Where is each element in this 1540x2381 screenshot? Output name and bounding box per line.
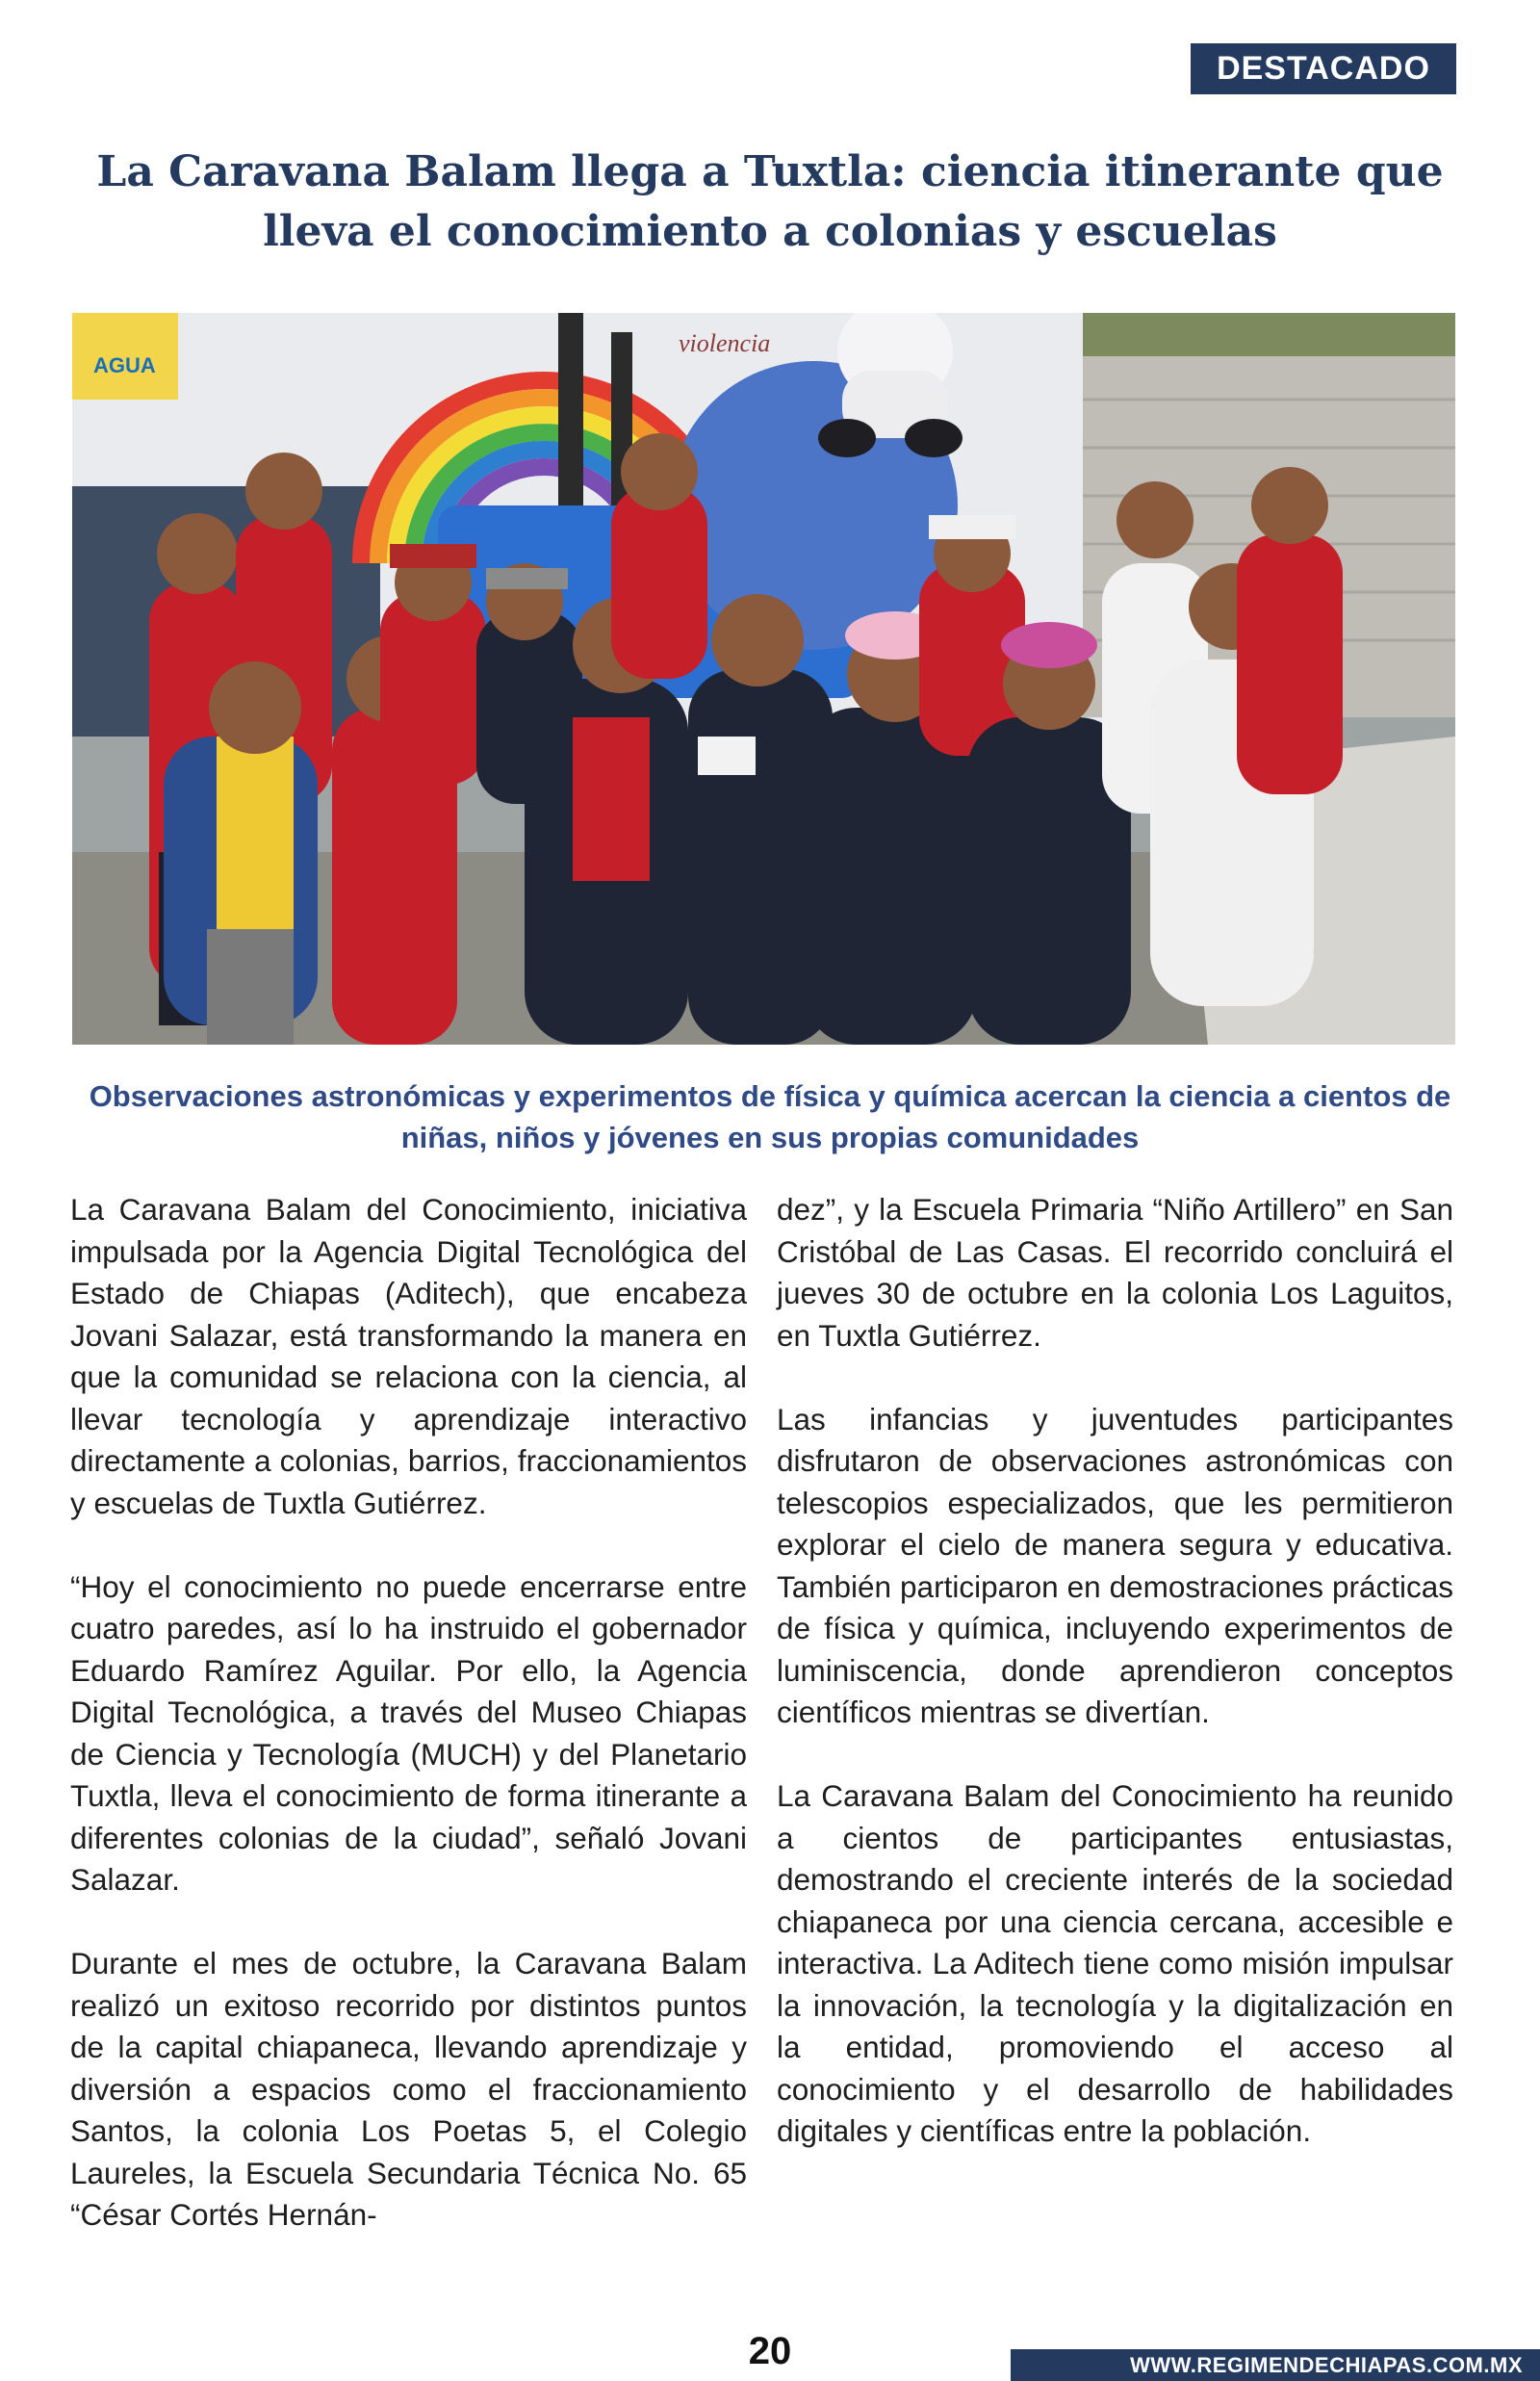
body-paragraph: dez”, y la Escuela Primaria “Niño Artillero” en San Cristóbal de Las Casas. El recorrido concluirá el jueves 30 de octubre en la colonia Los Laguitos, en Tuxtla Gutiérrez. [777,1192,1453,1353]
pipe [558,313,583,525]
article-column-left [70,1189,747,2278]
child [611,433,707,679]
mural-text: violencia [679,329,771,357]
astronaut-boot [818,419,876,457]
section-tag: DESTACADO [1191,43,1456,94]
article-column-right [777,1189,1453,2194]
body-paragraph: Durante el mes de octubre, la Caravana Balam realizó un exitoso recorrido por distintos puntos de la capital chiapaneca, llevando aprendizaje y diversión a espacios como el fraccionamiento Santos, la colonia Los Poetas 5, el Colegio Laureles, la Escuela Secundaria Técnica No. 65 “César Cortés Hernán- [70,1946,747,2232]
body-paragraph: La Caravana Balam del Conocimiento, iniciativa impulsada por la Agencia Digital Tecnológica del Estado de Chiapas (Aditech), que encabeza Jovani Salazar, está transformando la manera en que la comunidad se relaciona con la ciencia, al llevar tecnología y aprendizaje interactivo directamente a colonias, barrios, fraccionamientos y escuelas de Tuxtla Gutiérrez. [70,1192,747,1520]
group-photo-illustration [72,313,1455,1045]
body-paragraph: Las infancias y juventudes participantes disfrutaron de observaciones astronómicas con telescopios especializados, que les permitieron explorar el cielo de manera segura y educativa. También participaron en demostraciones prácticas de física y química, incluyendo experimentos de luminiscencia, donde aprendieron conceptos científicos mientras se divertían. [777,1401,1453,1729]
photo-caption-subheadline: Observaciones astronómicas y experimentos de física y química acercan la ciencia a cientos de niñas, niños y jóvenes en sus propias comunidades [89,1079,1451,1154]
article-photo [72,313,1455,1045]
trees [1083,313,1455,356]
body-paragraph: “Hoy el conocimiento no puede encerrarse entre cuatro paredes, así lo ha instruido el gobernador Eduardo Ramírez Aguilar. Por ello, la Agencia Digital Tecnológica, a través del Museo Chiapas de Ciencia y Tecnología (MUCH) y del Planetario Tuxtla, lleva el conocimiento de forma itinerante a diferentes colonias de la ciudad”, señaló Jovani Salazar. [70,1568,747,1897]
website-url[interactable]: WWW.REGIMENDECHIAPAS.COM.MX [1130,2352,1523,2377]
body-paragraph: La Caravana Balam del Conocimiento ha reunido a cientos de participantes entusiastas, demostrando el creciente interés de la sociedad chiapaneca por una ciencia cercana, accesible e interactiva. La Aditech tiene como misión impulsar la innovación, la tecnología y la digitalización en la entidad, promoviendo el acceso al conocimiento y el desarrollo de habilidades digitales y científicas entre la población. [777,1778,1453,2148]
child [380,544,486,785]
footer-website-bar [1011,2349,1540,2381]
page-number: 20 [748,2330,792,2372]
article-headline: La Caravana Balam llega a Tuxtla: ciencia itinerante que lleva el conocimiento a colonias y escuelas [96,147,1444,256]
astronaut-boot [905,419,962,457]
water-sign-text: AGUA [93,353,156,377]
